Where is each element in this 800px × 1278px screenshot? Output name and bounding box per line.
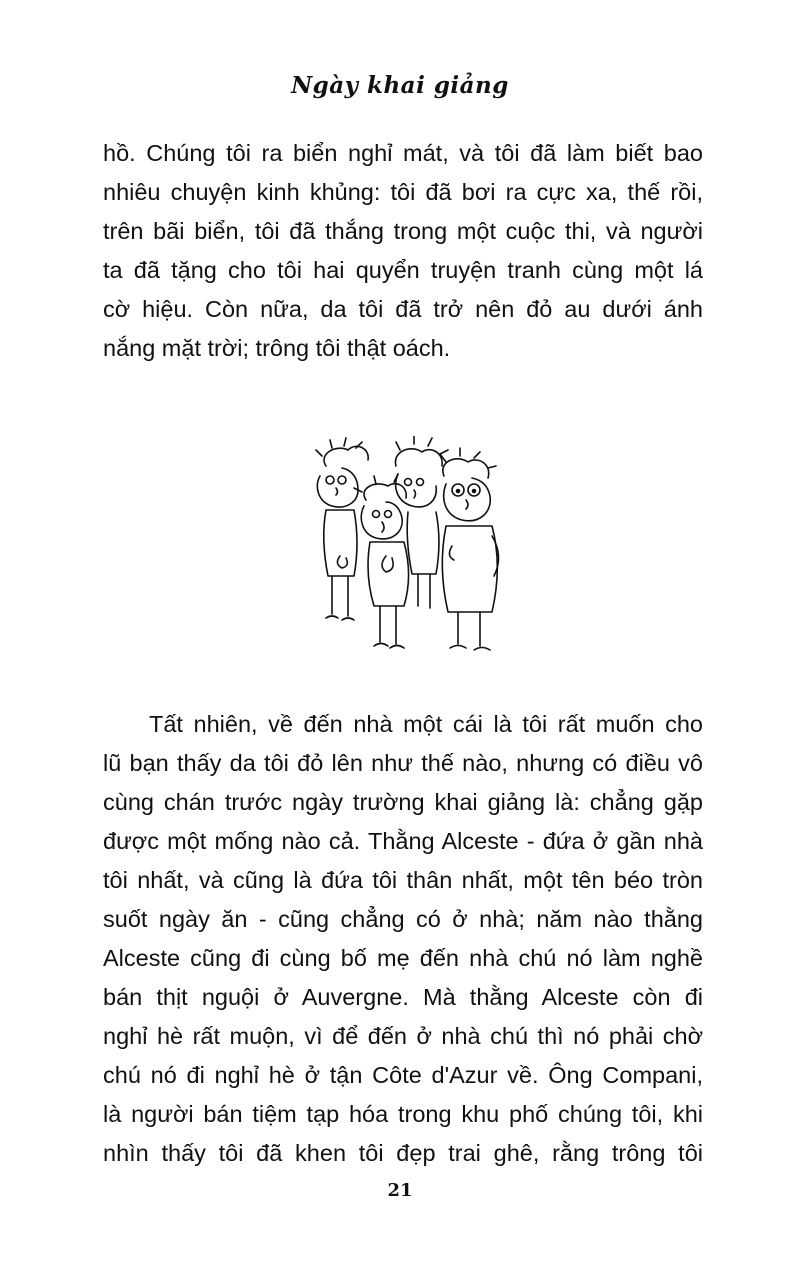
text-line: nghỉ hè rất muộn, vì để đến ở nhà chú thì nó phải chờ — [103, 1023, 703, 1049]
text-line: được một mống nào cả. Thằng Alceste - đứa ở gần nhà — [103, 828, 703, 854]
kid-back-figure — [395, 436, 448, 608]
text-line: nhiêu chuyện kinh khủng: tôi đã bơi ra cực xa, thế rồi, — [103, 179, 703, 205]
children-sketch-illustration — [296, 436, 526, 658]
text-line: lũ bạn thấy da tôi đỏ lên như thế nào, nhưng có điều vô — [103, 750, 703, 776]
kid-left-figure — [316, 438, 368, 620]
text-line: cờ hiệu. Còn nữa, da tôi đã trở nên đỏ au dưới ánh — [103, 296, 703, 322]
text-line: nhìn thấy tôi đã khen tôi đẹp trai ghê, rằng trông tôi — [103, 1140, 703, 1166]
text-line: Alceste cũng đi cùng bố mẹ đến nhà chú nó làm nghề — [103, 945, 703, 971]
text-line: cùng chán trước ngày trường khai giảng là: chẳng gặp — [103, 789, 703, 815]
paragraph-1 — [103, 134, 703, 368]
text-line: tôi nhất, và cũng là đứa tôi thân nhất, một tên béo tròn — [103, 867, 703, 893]
text-line: suốt ngày ăn - cũng chẳng có ở nhà; năm nào thằng — [103, 906, 703, 932]
kid-right-figure — [440, 448, 499, 650]
text-line: bán thịt nguội ở Auvergne. Mà thằng Alceste còn đi — [103, 984, 703, 1010]
page-number: 21 — [387, 1180, 413, 1201]
text-line: chú nó đi nghỉ hè ở tận Côte d'Azur về. Ông Compani, — [103, 1062, 703, 1088]
running-head: Ngày khai giảng — [291, 72, 509, 99]
text-line: hồ. Chúng tôi ra biển nghỉ mát, và tôi đã làm biết bao — [103, 140, 703, 166]
text-line: trên bãi biển, tôi đã thắng trong một cuộc thi, và người — [103, 218, 703, 244]
text-line: nắng mặt trời; trông tôi thật oách. — [103, 335, 451, 361]
paragraph-2 — [103, 705, 703, 1173]
text-line: ta đã tặng cho tôi hai quyển truyện tranh cùng một lá — [103, 257, 703, 283]
text-line: là người bán tiệm tạp hóa trong khu phố chúng tôi, khi — [103, 1101, 703, 1127]
kid-middle-figure — [354, 474, 409, 648]
text-line: Tất nhiên, về đến nhà một cái là tôi rất muốn cho — [149, 711, 703, 737]
